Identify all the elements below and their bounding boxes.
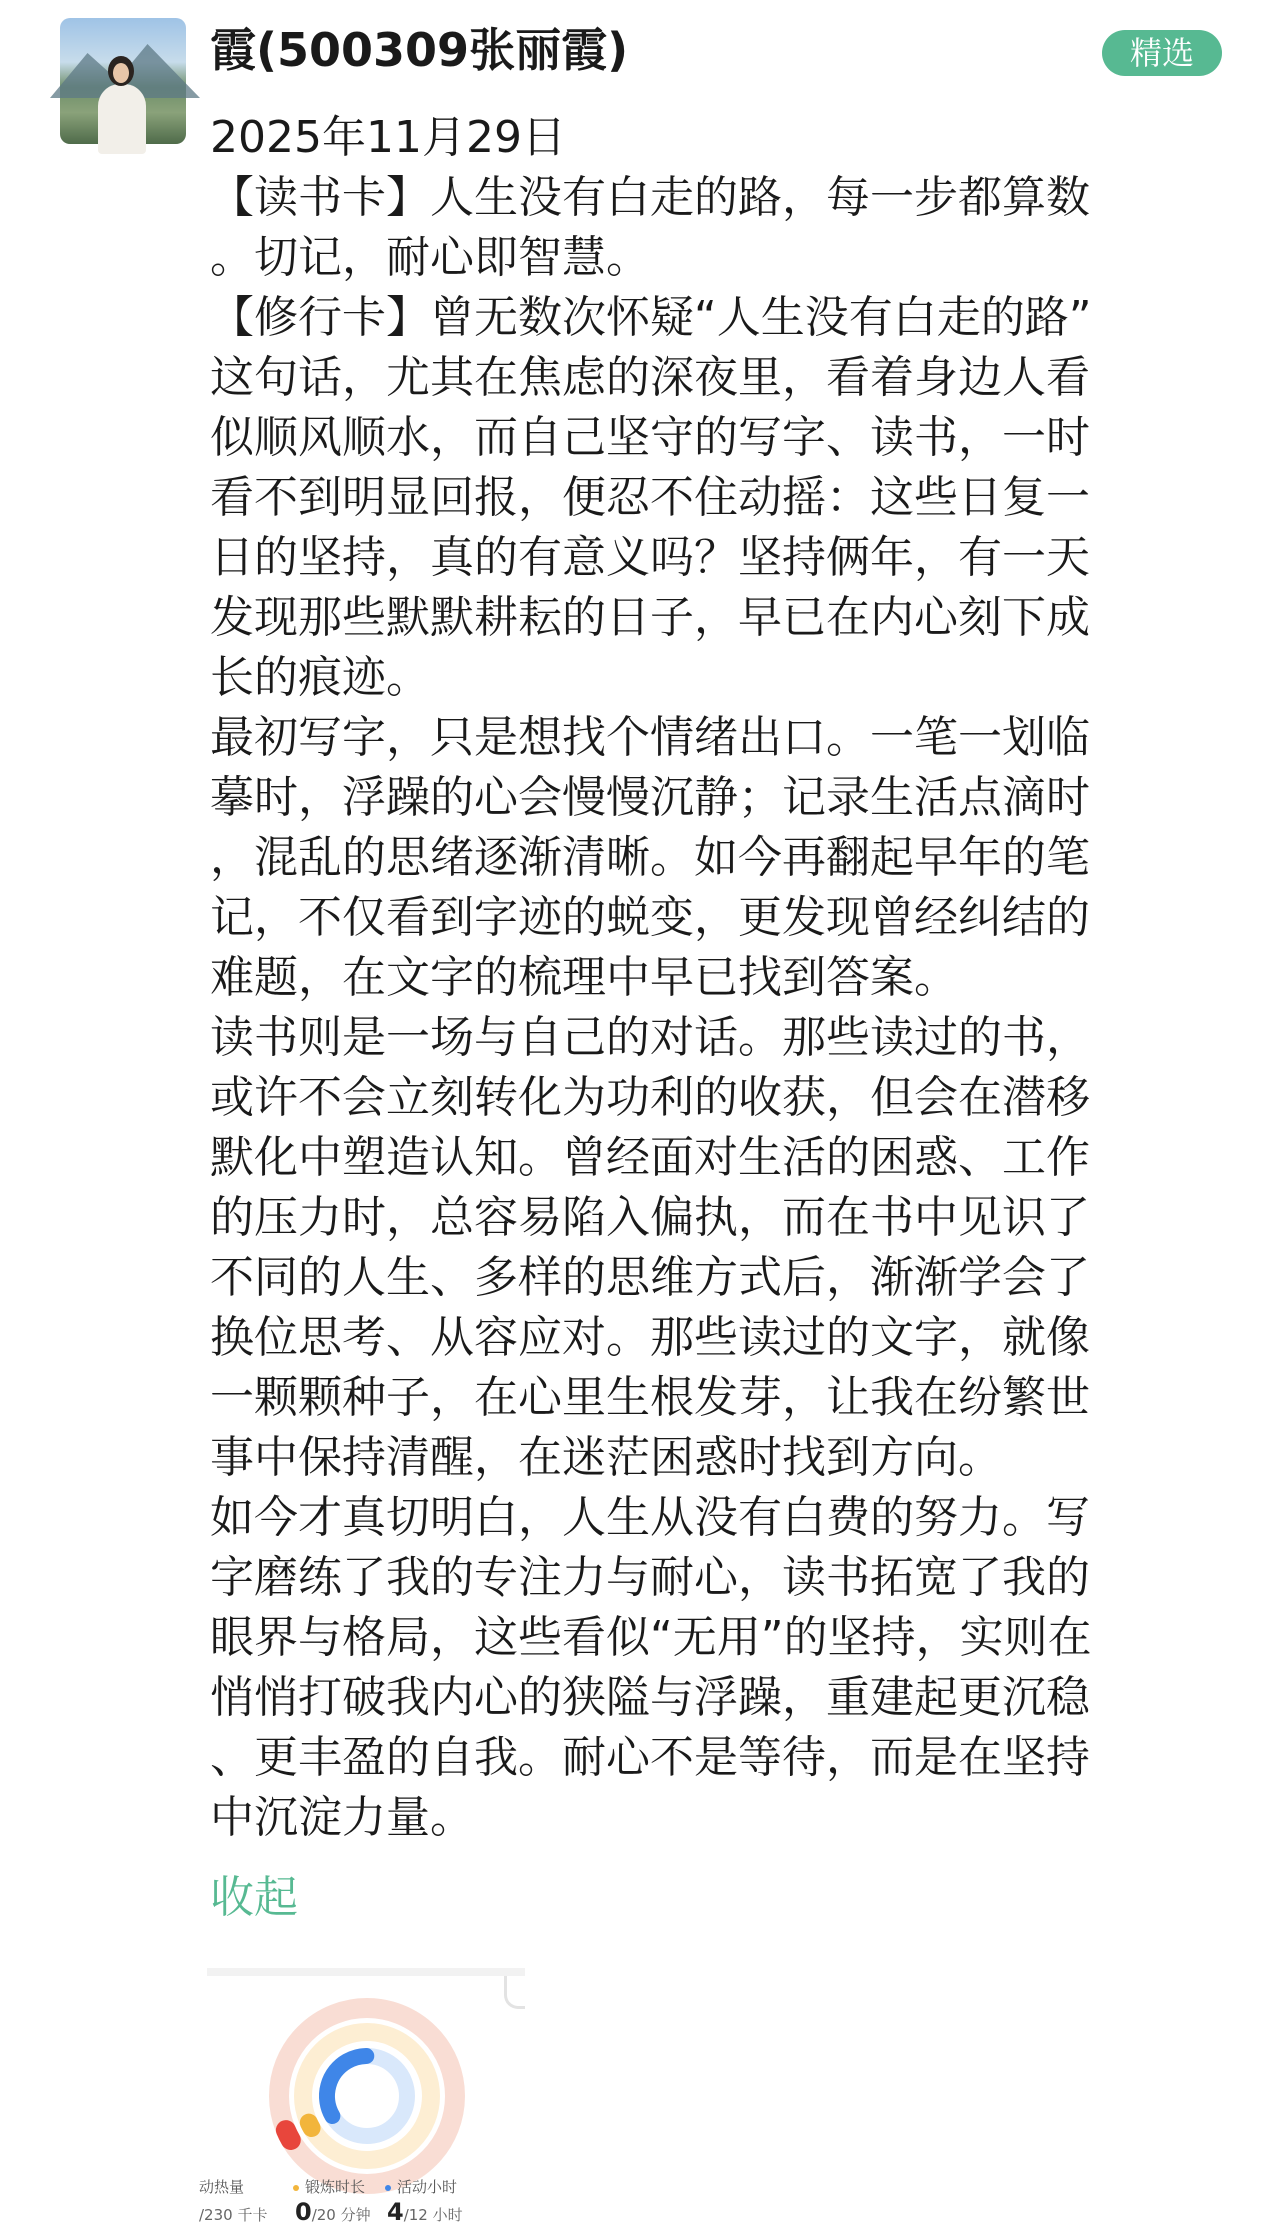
avatar-person-face	[113, 63, 129, 83]
post-body-line: 的压力时，总容易陷入偏执，而在书中见识了	[210, 1192, 1090, 1243]
avatar-person-body	[98, 84, 146, 154]
legend-value-unit: /12 小时	[403, 2206, 463, 2224]
post-body-line: 默化中塑造认知。曾经面对生活的困惑、工作	[210, 1132, 1090, 1183]
post-body-line: 摹时，浮躁的心会慢慢沉静；记录生活点滴时	[210, 772, 1090, 823]
post-body-line: 记，不仅看到字迹的蜕变，更发现曾经纠结的	[210, 892, 1090, 943]
post-body-line: 发现那些默默耕耘的日子，早已在内心刻下成	[210, 592, 1090, 643]
legend-dot-icon	[385, 2185, 391, 2191]
post-body-line: 看不到明显回报，便忍不住动摇：这些日复一	[210, 472, 1090, 523]
activity-rings-card[interactable]	[199, 1968, 525, 2236]
post-author-name[interactable]: 霞(500309张丽霞)	[210, 23, 629, 77]
post-body	[210, 168, 1210, 1848]
post-date: 2025年11月29日	[210, 112, 566, 163]
post-body-line: 事中保持清醒，在迷茫困惑时找到方向。	[210, 1432, 1002, 1483]
legend-value-unit: /230 千卡	[199, 2206, 268, 2224]
post-body-line: 一颗颗种子，在心里生根发芽，让我在纷繁世	[210, 1372, 1090, 1423]
post-body-line: 眼界与格局，这些看似“无用”的坚持，实则在	[210, 1612, 1092, 1663]
post-body-line: 字磨练了我的专注力与耐心，读书拓宽了我的	[210, 1552, 1090, 1603]
post-body-line: 似顺风顺水，而自己坚守的写字、读书，一时	[210, 412, 1090, 463]
legend-label-text: 锻炼时长	[305, 2178, 366, 2196]
post-body-line: 日的坚持，真的有意义吗？坚持俩年，有一天	[210, 532, 1090, 583]
post-body-line: 读书则是一场与自己的对话。那些读过的书，	[210, 1012, 1090, 1063]
collapse-link[interactable]: 收起	[210, 1872, 298, 1923]
post-body-line: ，混乱的思绪逐渐清晰。如今再翻起早年的笔	[210, 832, 1090, 883]
legend-value-number: 0	[295, 2198, 312, 2226]
legend-value	[387, 2198, 463, 2226]
post-body-line: 【读书卡】人生没有白走的路，每一步都算数	[210, 172, 1090, 223]
legend-value	[295, 2198, 371, 2226]
legend-value-unit: /20 分钟	[311, 2206, 371, 2224]
post-body-line: 如今才真切明白，人生从没有白费的努力。写	[210, 1492, 1090, 1543]
post-body-line: 悄悄打破我内心的狭隘与浮躁，重建起更沉稳	[210, 1672, 1090, 1723]
activity-rings-chart	[267, 1996, 467, 2196]
featured-badge: 精选	[1102, 30, 1222, 76]
post-body-line: 或许不会立刻转化为功利的收获，但会在潜移	[210, 1072, 1090, 1123]
post-body-line: 难题，在文字的梳理中早已找到答案。	[210, 952, 958, 1003]
legend-label-text: 活动小时	[397, 2178, 458, 2196]
post-body-line: 。切记，耐心即智慧。	[210, 232, 650, 283]
post-body-line: 、更丰盈的自我。耐心不是等待，而是在坚持	[210, 1732, 1090, 1783]
legend-label-text: 动热量	[199, 2178, 245, 2196]
post-body-line: 【修行卡】曾无数次怀疑“人生没有白走的路”	[210, 292, 1092, 343]
card-corner-decoration	[504, 1976, 525, 2009]
post-body-line: 最初写字，只是想找个情绪出口。一笔一划临	[210, 712, 1090, 763]
legend-value	[199, 2198, 267, 2226]
post-body-line: 这句话，尤其在焦虑的深夜里，看着身边人看	[210, 352, 1090, 403]
legend-label	[385, 2176, 457, 2197]
user-avatar[interactable]	[60, 18, 186, 144]
post-body-line: 换位思考、从容应对。那些读过的文字，就像	[210, 1312, 1090, 1363]
post-body-line: 不同的人生、多样的思维方式后，渐渐学会了	[210, 1252, 1090, 1303]
legend-dot-icon	[293, 2185, 299, 2191]
post-body-line: 中沉淀力量。	[210, 1792, 474, 1843]
post-body-line: 长的痕迹。	[210, 652, 430, 703]
legend-value-number: 4	[387, 2198, 404, 2226]
legend-label	[199, 2176, 244, 2197]
legend-label	[293, 2176, 365, 2197]
